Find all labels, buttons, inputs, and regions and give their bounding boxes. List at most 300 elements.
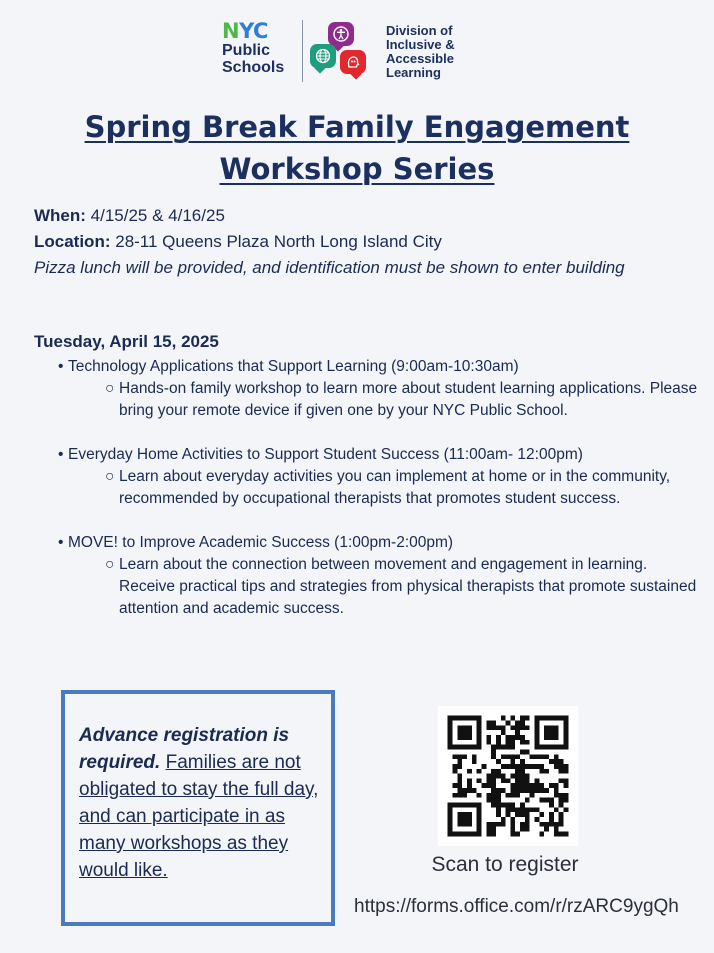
qr-module bbox=[491, 798, 496, 803]
qr-module bbox=[539, 754, 544, 759]
qr-module bbox=[564, 740, 569, 745]
registration-link[interactable]: https://forms.office.com/r/rzARC9ygQh bbox=[354, 896, 679, 917]
qr-module bbox=[477, 817, 482, 822]
globe-icon bbox=[310, 44, 336, 68]
session-detail: Learn about everyday activities you can implement at home or in the community, recommended by occupational therapists that promotes student success. bbox=[119, 468, 671, 507]
qr-module bbox=[510, 725, 515, 730]
qr-module bbox=[467, 817, 472, 822]
qr-module bbox=[544, 716, 549, 721]
logo-divider bbox=[302, 20, 303, 82]
qr-module bbox=[472, 832, 477, 837]
qr-module bbox=[496, 774, 501, 779]
qr-module bbox=[510, 759, 515, 764]
qr-module bbox=[448, 803, 453, 808]
qr-module bbox=[448, 745, 453, 750]
qr-module bbox=[452, 745, 457, 750]
qr-module bbox=[448, 735, 453, 740]
qr-module bbox=[467, 788, 472, 793]
qr-module bbox=[554, 725, 559, 730]
qr-module bbox=[501, 716, 506, 721]
qr-module bbox=[564, 725, 569, 730]
qr-module bbox=[481, 783, 486, 788]
when-label: When: bbox=[34, 206, 86, 225]
qr-module bbox=[501, 822, 506, 827]
qr-module bbox=[549, 822, 554, 827]
qr-module bbox=[496, 807, 501, 812]
qr-module bbox=[477, 735, 482, 740]
qr-module bbox=[564, 807, 569, 812]
qr-module bbox=[554, 827, 559, 832]
qr-module bbox=[549, 759, 554, 764]
qr-module bbox=[559, 798, 564, 803]
qr-module bbox=[467, 832, 472, 837]
qr-module bbox=[510, 793, 515, 798]
qr-module bbox=[506, 754, 511, 759]
qr-module bbox=[462, 735, 467, 740]
qr-module bbox=[564, 793, 569, 798]
qr-module bbox=[510, 807, 515, 812]
qr-module bbox=[467, 803, 472, 808]
nyc-wordmark: NYC bbox=[222, 19, 268, 43]
qr-module bbox=[564, 783, 569, 788]
qr-module bbox=[564, 798, 569, 803]
qr-module bbox=[535, 735, 540, 740]
qr-module bbox=[501, 725, 506, 730]
qr-module bbox=[539, 798, 544, 803]
location-row bbox=[34, 229, 688, 255]
qr-module bbox=[515, 774, 520, 779]
qr-module bbox=[520, 716, 525, 721]
qr-module bbox=[544, 827, 549, 832]
qr-module bbox=[501, 788, 506, 793]
session-title: Technology Applications that Support Learning (9:00am-10:30am) bbox=[68, 358, 519, 375]
qr-module bbox=[544, 745, 549, 750]
qr-module bbox=[448, 716, 453, 721]
qr-module bbox=[515, 735, 520, 740]
qr-module bbox=[486, 798, 491, 803]
qr-module bbox=[515, 807, 520, 812]
qr-module bbox=[486, 735, 491, 740]
qr-module bbox=[448, 812, 453, 817]
qr-module bbox=[520, 812, 525, 817]
day-heading: Tuesday, April 15, 2025 bbox=[34, 332, 219, 351]
qr-module bbox=[510, 827, 515, 832]
qr-module bbox=[496, 822, 501, 827]
qr-module bbox=[448, 720, 453, 725]
registration-box bbox=[61, 690, 335, 926]
qr-module bbox=[481, 764, 486, 769]
qr-module bbox=[496, 803, 501, 808]
qr-module bbox=[520, 774, 525, 779]
qr-module bbox=[539, 769, 544, 774]
qr-module bbox=[510, 803, 515, 808]
qr-module bbox=[467, 822, 472, 827]
qr-module bbox=[544, 822, 549, 827]
qr-module bbox=[515, 730, 520, 735]
qr-module bbox=[472, 754, 477, 759]
qr-module bbox=[477, 827, 482, 832]
bullet-icon: • bbox=[58, 534, 64, 551]
qr-module bbox=[515, 788, 520, 793]
qr-module bbox=[491, 783, 496, 788]
qr-module bbox=[457, 793, 462, 798]
qr-module bbox=[510, 817, 515, 822]
qr-module bbox=[564, 735, 569, 740]
qr-module bbox=[462, 812, 467, 817]
qr-module bbox=[477, 803, 482, 808]
registration-qr-code[interactable] bbox=[438, 706, 578, 846]
qr-module bbox=[535, 745, 540, 750]
qr-module bbox=[457, 778, 462, 783]
qr-module bbox=[496, 759, 501, 764]
qr-module bbox=[457, 725, 462, 730]
qr-module bbox=[457, 812, 462, 817]
qr-module bbox=[515, 832, 520, 837]
qr-module bbox=[525, 764, 530, 769]
qr-module bbox=[539, 788, 544, 793]
qr-module bbox=[559, 832, 564, 837]
nyc-public-schools-logo bbox=[222, 20, 300, 76]
qr-module bbox=[549, 783, 554, 788]
qr-module bbox=[549, 798, 554, 803]
qr-module bbox=[448, 725, 453, 730]
bullet-icon: • bbox=[58, 358, 64, 375]
qr-module bbox=[452, 783, 457, 788]
qr-module bbox=[539, 812, 544, 817]
qr-module bbox=[520, 803, 525, 808]
qr-module bbox=[544, 735, 549, 740]
qr-module bbox=[491, 725, 496, 730]
qr-module bbox=[491, 788, 496, 793]
qr-module bbox=[525, 827, 530, 832]
qr-module bbox=[457, 735, 462, 740]
qr-module bbox=[564, 716, 569, 721]
qr-module bbox=[477, 778, 482, 783]
qr-module bbox=[501, 778, 506, 783]
qr-module bbox=[544, 798, 549, 803]
header bbox=[222, 20, 472, 84]
registration-required: Advance registration is required. bbox=[79, 725, 290, 773]
qr-module bbox=[452, 764, 457, 769]
qr-module bbox=[520, 759, 525, 764]
qr-module bbox=[472, 759, 477, 764]
qr-module bbox=[501, 745, 506, 750]
qr-module bbox=[559, 803, 564, 808]
qr-module bbox=[510, 764, 515, 769]
qr-module bbox=[457, 759, 462, 764]
qr-module bbox=[448, 832, 453, 837]
qr-module bbox=[554, 745, 559, 750]
qr-module bbox=[549, 745, 554, 750]
qr-module bbox=[448, 730, 453, 735]
qr-module bbox=[452, 754, 457, 759]
qr-module bbox=[467, 730, 472, 735]
qr-module bbox=[477, 720, 482, 725]
qr-module bbox=[491, 827, 496, 832]
qr-module bbox=[535, 817, 540, 822]
qr-module bbox=[520, 778, 525, 783]
qr-module bbox=[486, 774, 491, 779]
qr-module bbox=[510, 832, 515, 837]
qr-module bbox=[520, 769, 525, 774]
qr-module bbox=[457, 730, 462, 735]
qr-module bbox=[535, 725, 540, 730]
division-name: Division of Inclusive & Accessible Learning bbox=[386, 23, 455, 80]
qr-module bbox=[515, 764, 520, 769]
division-icon-group bbox=[308, 20, 368, 82]
qr-module bbox=[506, 720, 511, 725]
qr-module bbox=[535, 764, 540, 769]
qr-module bbox=[554, 783, 559, 788]
qr-module bbox=[496, 812, 501, 817]
qr-module bbox=[452, 832, 457, 837]
qr-module bbox=[477, 793, 482, 798]
location-value: 28-11 Queens Plaza North Long Island City bbox=[115, 232, 442, 251]
qr-module bbox=[525, 817, 530, 822]
qr-module bbox=[477, 832, 482, 837]
qr-module bbox=[491, 822, 496, 827]
qr-module bbox=[491, 769, 496, 774]
qr-module bbox=[554, 735, 559, 740]
qr-module bbox=[506, 803, 511, 808]
qr-module bbox=[448, 740, 453, 745]
qr-module bbox=[520, 807, 525, 812]
qr-module bbox=[457, 832, 462, 837]
qr-module bbox=[525, 788, 530, 793]
qr-module bbox=[530, 807, 535, 812]
qr-module bbox=[525, 807, 530, 812]
qr-module bbox=[506, 807, 511, 812]
qr-module bbox=[506, 740, 511, 745]
qr-module bbox=[462, 745, 467, 750]
qr-module bbox=[496, 798, 501, 803]
qr-module bbox=[501, 817, 506, 822]
qr-module bbox=[539, 716, 544, 721]
qr-module bbox=[467, 783, 472, 788]
qr-module bbox=[559, 822, 564, 827]
qr-module bbox=[501, 754, 506, 759]
qr-module bbox=[477, 745, 482, 750]
qr-module bbox=[535, 730, 540, 735]
qr-module bbox=[486, 832, 491, 837]
qr-module bbox=[554, 822, 559, 827]
qr-module bbox=[530, 788, 535, 793]
qr-module bbox=[510, 774, 515, 779]
list-item bbox=[58, 444, 698, 510]
qr-module bbox=[501, 803, 506, 808]
qr-module bbox=[506, 793, 511, 798]
qr-module bbox=[535, 754, 540, 759]
qr-module bbox=[520, 822, 525, 827]
qr-module bbox=[477, 822, 482, 827]
qr-module bbox=[457, 745, 462, 750]
qr-module bbox=[554, 730, 559, 735]
qr-module bbox=[467, 778, 472, 783]
qr-module bbox=[477, 807, 482, 812]
session-detail: Hands-on family workshop to learn more about student learning applications. Please bring your remote device if given one by your NYC Public School. bbox=[119, 380, 698, 419]
qr-module bbox=[496, 745, 501, 750]
qr-module bbox=[535, 740, 540, 745]
qr-module bbox=[544, 788, 549, 793]
qr-module bbox=[535, 807, 540, 812]
qr-module bbox=[448, 827, 453, 832]
qr-module bbox=[457, 716, 462, 721]
qr-module bbox=[544, 769, 549, 774]
qr-module bbox=[501, 764, 506, 769]
qr-module bbox=[501, 774, 506, 779]
qr-module bbox=[486, 827, 491, 832]
qr-module bbox=[530, 793, 535, 798]
qr-module bbox=[525, 783, 530, 788]
qr-module bbox=[535, 778, 540, 783]
qr-module bbox=[448, 822, 453, 827]
qr-module bbox=[457, 803, 462, 808]
qr-module bbox=[496, 769, 501, 774]
list-item bbox=[58, 356, 698, 422]
qr-module bbox=[491, 793, 496, 798]
qr-module bbox=[539, 783, 544, 788]
qr-module bbox=[554, 832, 559, 837]
qr-module bbox=[520, 749, 525, 754]
qr-module bbox=[472, 716, 477, 721]
qr-module bbox=[472, 803, 477, 808]
qr-module bbox=[486, 720, 491, 725]
qr-module bbox=[554, 764, 559, 769]
qr-module bbox=[564, 764, 569, 769]
qr-module bbox=[501, 730, 506, 735]
qr-module bbox=[520, 725, 525, 730]
qr-module bbox=[535, 720, 540, 725]
page-title bbox=[0, 106, 714, 190]
qr-module bbox=[564, 832, 569, 837]
qr-module bbox=[491, 745, 496, 750]
qr-module bbox=[472, 788, 477, 793]
nyc-logo-line-1: Public bbox=[222, 42, 271, 59]
qr-module bbox=[472, 745, 477, 750]
qr-module bbox=[462, 822, 467, 827]
qr-module bbox=[457, 822, 462, 827]
qr-module bbox=[477, 740, 482, 745]
qr-module bbox=[564, 769, 569, 774]
qr-module bbox=[515, 793, 520, 798]
qr-module bbox=[554, 759, 559, 764]
qr-module bbox=[457, 788, 462, 793]
qr-module bbox=[515, 783, 520, 788]
qr-module bbox=[549, 730, 554, 735]
qr-module bbox=[462, 730, 467, 735]
session-title: MOVE! to Improve Academic Success (1:00pm-2:00pm) bbox=[68, 534, 454, 551]
qr-module bbox=[564, 730, 569, 735]
qr-module bbox=[535, 788, 540, 793]
qr-module bbox=[506, 778, 511, 783]
registration-text bbox=[79, 722, 319, 884]
registration-details: Families are not obligated to stay the full day, and can participate in as many workshops as they would like. bbox=[79, 752, 319, 881]
qr-module bbox=[457, 754, 462, 759]
qr-module bbox=[467, 745, 472, 750]
qr-module bbox=[539, 745, 544, 750]
qr-module bbox=[462, 788, 467, 793]
qr-module bbox=[452, 803, 457, 808]
qr-module bbox=[549, 735, 554, 740]
qr-module bbox=[539, 822, 544, 827]
qr-module bbox=[510, 822, 515, 827]
qr-module bbox=[462, 817, 467, 822]
qr-module bbox=[564, 745, 569, 750]
qr-module bbox=[520, 827, 525, 832]
qr-module bbox=[559, 769, 564, 774]
qr-module bbox=[520, 764, 525, 769]
qr-module bbox=[477, 769, 482, 774]
qr-module bbox=[520, 720, 525, 725]
qr-module bbox=[510, 788, 515, 793]
qr-module bbox=[452, 793, 457, 798]
qr-module bbox=[525, 740, 530, 745]
session-title: Everyday Home Activities to Support Student Success (11:00am- 12:00pm) bbox=[68, 446, 583, 463]
qr-module bbox=[530, 783, 535, 788]
bullet-icon: • bbox=[58, 446, 64, 463]
qr-module bbox=[506, 812, 511, 817]
qr-module bbox=[559, 793, 564, 798]
qr-module bbox=[467, 769, 472, 774]
qr-module bbox=[525, 798, 530, 803]
qr-module bbox=[559, 764, 564, 769]
qr-module bbox=[525, 774, 530, 779]
qr-module bbox=[491, 803, 496, 808]
qr-module bbox=[496, 725, 501, 730]
qr-module bbox=[462, 793, 467, 798]
qr-module bbox=[457, 783, 462, 788]
qr-module bbox=[525, 822, 530, 827]
qr-module bbox=[530, 754, 535, 759]
qr-module bbox=[520, 783, 525, 788]
qr-module bbox=[564, 720, 569, 725]
qr-module bbox=[515, 720, 520, 725]
when-value: 4/15/25 & 4/16/25 bbox=[90, 206, 225, 225]
qr-module bbox=[486, 725, 491, 730]
list-item bbox=[58, 532, 698, 620]
session-detail: Learn about the connection between movement and engagement in learning. Receive practical tips and strategies from physical therapists that promote sustained attention and academic success. bbox=[119, 556, 697, 617]
qr-module bbox=[462, 754, 467, 759]
qr-module bbox=[496, 788, 501, 793]
qr-module bbox=[491, 720, 496, 725]
qr-module bbox=[486, 740, 491, 745]
qr-module bbox=[491, 749, 496, 754]
qr-module bbox=[559, 812, 564, 817]
qr-module bbox=[559, 716, 564, 721]
qr-module bbox=[462, 725, 467, 730]
qr-module bbox=[510, 754, 515, 759]
qr-module bbox=[506, 745, 511, 750]
qr-module bbox=[491, 754, 496, 759]
qr-module bbox=[544, 725, 549, 730]
circle-bullet-icon: ○ bbox=[105, 556, 115, 573]
qr-module bbox=[520, 735, 525, 740]
qr-module bbox=[477, 730, 482, 735]
qr-module bbox=[510, 740, 515, 745]
qr-module bbox=[491, 778, 496, 783]
session-list bbox=[58, 356, 698, 642]
qr-module bbox=[506, 764, 511, 769]
qr-module bbox=[486, 783, 491, 788]
qr-module bbox=[559, 778, 564, 783]
qr-module bbox=[535, 716, 540, 721]
qr-module bbox=[559, 817, 564, 822]
qr-module bbox=[510, 735, 515, 740]
event-note: Pizza lunch will be provided, and identification must be shown to enter building bbox=[34, 258, 625, 277]
qr-module bbox=[457, 774, 462, 779]
qr-module bbox=[554, 793, 559, 798]
qr-module bbox=[448, 807, 453, 812]
